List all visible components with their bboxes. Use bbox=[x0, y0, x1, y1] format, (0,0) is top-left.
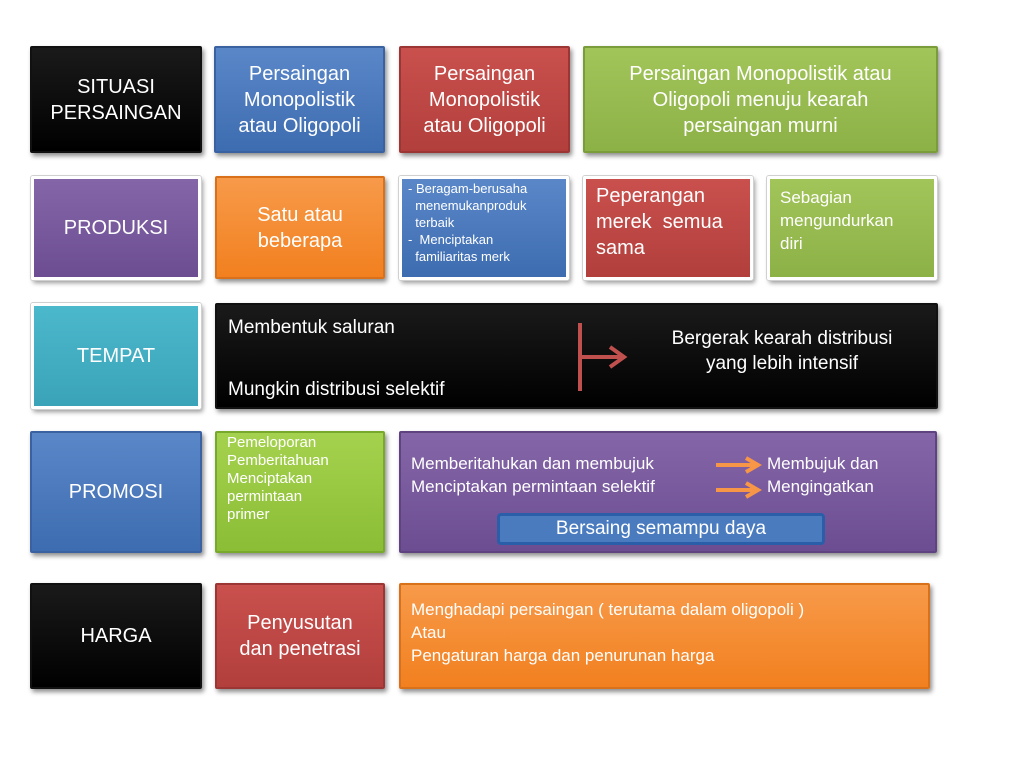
text-line: Mengingatkan bbox=[767, 476, 874, 496]
situasi-box-1 bbox=[214, 46, 385, 153]
label-text: HARGA bbox=[80, 625, 152, 647]
text-line: Pengaturan harga dan penurunan harga bbox=[411, 645, 715, 665]
label-text: PRODUKSI bbox=[63, 217, 169, 239]
text-line: Menghadapi persaingan ( terutama dalam oligopoli ) bbox=[411, 600, 805, 619]
situasi-box-3 bbox=[583, 46, 938, 153]
text-line: Persaingan bbox=[433, 62, 536, 85]
orange-arrow-icon bbox=[714, 455, 764, 507]
text-line: Sebagian bbox=[780, 188, 852, 207]
label-text: PROMOSI bbox=[68, 481, 164, 503]
text-line: permintaan bbox=[227, 488, 303, 505]
text-line: Pemeloporan bbox=[227, 434, 317, 451]
produksi-box-3 bbox=[583, 176, 753, 280]
text-line: sama bbox=[596, 237, 645, 259]
callout-text: Bersaing semampu daya bbox=[555, 517, 767, 539]
promosi-right bbox=[767, 453, 879, 499]
text-line: Bergerak kearah distribusi bbox=[671, 328, 893, 349]
text-line: Memberitahukan dan membujuk bbox=[411, 454, 654, 473]
label-promosi bbox=[30, 431, 202, 553]
text-line: menemukanproduk bbox=[408, 197, 527, 213]
tempat-box bbox=[215, 303, 938, 409]
label-line: PERSAINGAN bbox=[50, 101, 182, 124]
text-line: Monopolistik bbox=[428, 88, 541, 111]
text-line: diri bbox=[780, 233, 803, 253]
text-line: yang lebih intensif bbox=[705, 352, 859, 374]
text-line: beberapa bbox=[257, 229, 343, 252]
text-line: Atau bbox=[411, 622, 446, 642]
promosi-box-2 bbox=[399, 431, 937, 553]
promosi-box-1 bbox=[215, 431, 385, 553]
tempat-right bbox=[637, 327, 927, 376]
text-line: Satu atau bbox=[257, 203, 343, 226]
bracket-arrow-icon bbox=[572, 319, 632, 399]
text-line: primer bbox=[227, 506, 270, 523]
text-line: - Menciptakan bbox=[408, 231, 494, 247]
label-situasi-persaingan bbox=[30, 46, 202, 153]
text-line: merek semua bbox=[596, 211, 723, 233]
text-line: terbaik bbox=[408, 214, 455, 230]
situasi-box-2 bbox=[399, 46, 570, 153]
text-line: dan penetrasi bbox=[239, 638, 361, 660]
label-harga bbox=[30, 583, 202, 689]
label-text: TEMPAT bbox=[76, 345, 156, 367]
text-line: Penyusutan bbox=[247, 612, 353, 634]
label-line: SITUASI bbox=[77, 75, 155, 98]
text-line: Menciptakan permintaan selektif bbox=[411, 476, 655, 496]
text-line: Pemberitahuan bbox=[227, 452, 329, 469]
tempat-left-bottom: Mungkin distribusi selektif bbox=[228, 379, 445, 400]
text-line: atau Oligopoli bbox=[238, 114, 361, 137]
text-line: Oligopoli menuju kearah bbox=[652, 88, 869, 111]
text-line: familiaritas merk bbox=[408, 248, 510, 264]
harga-box-2 bbox=[399, 583, 930, 689]
text-line: Persaingan Monopolistik atau bbox=[629, 62, 892, 85]
text-line: persaingan murni bbox=[683, 114, 838, 137]
text-line: Monopolistik bbox=[243, 88, 356, 111]
text-line: - Beragam-berusaha bbox=[408, 181, 528, 196]
text-line: atau Oligopoli bbox=[423, 114, 546, 137]
text-line: Menciptakan bbox=[227, 470, 313, 487]
text-line: Peperangan bbox=[596, 185, 705, 207]
text-line: Membujuk dan bbox=[767, 454, 879, 473]
produksi-box-4 bbox=[767, 176, 937, 280]
label-produksi bbox=[31, 176, 201, 280]
produksi-box-1 bbox=[215, 176, 385, 279]
produksi-box-2 bbox=[399, 176, 569, 280]
harga-box-1 bbox=[215, 583, 385, 689]
text-line: Persaingan bbox=[248, 62, 351, 85]
label-tempat bbox=[31, 303, 201, 409]
callout-bersaing bbox=[497, 513, 825, 545]
tempat-left-top: Membentuk saluran bbox=[228, 317, 395, 338]
promosi-left bbox=[411, 453, 655, 499]
text-line: mengundurkan bbox=[780, 210, 894, 230]
